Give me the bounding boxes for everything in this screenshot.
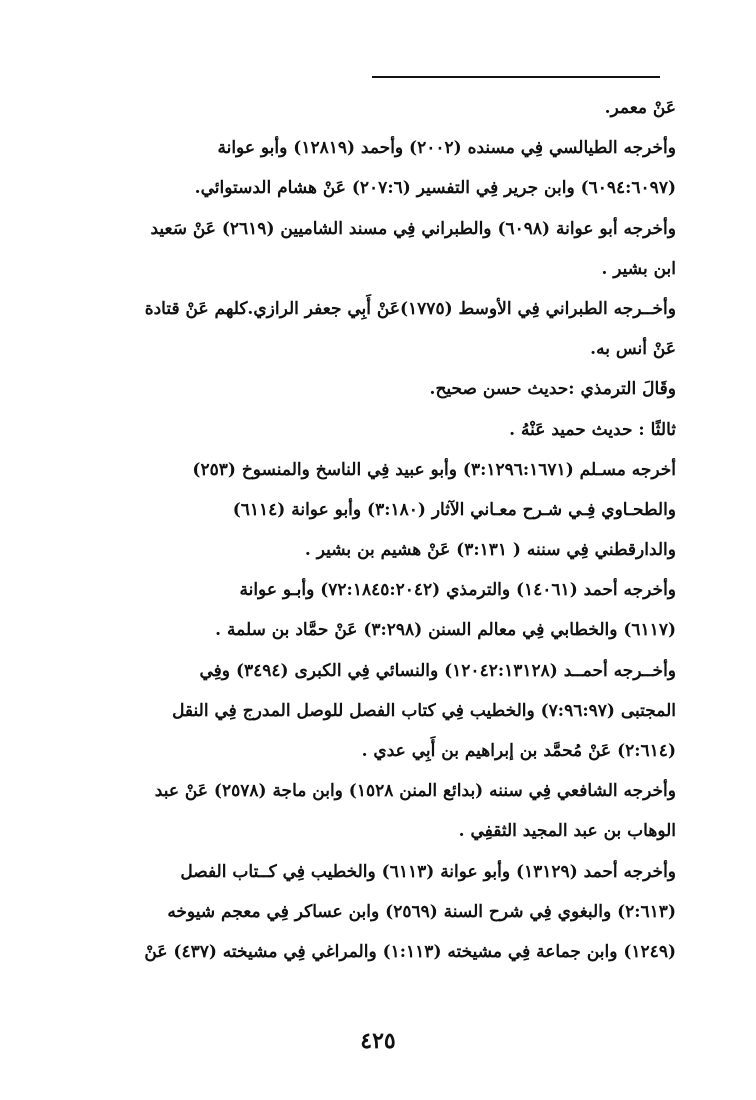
text-line: عَنْ أنس به. <box>590 339 676 360</box>
text-line: (٦١١٧) والخطابي فِي معالم السنن (٣:٢٩٨) عَنْ حمَّاد بن سلمة . <box>215 620 676 641</box>
text-line: (٦٠٩٤:٦٠٩٧) وابن جرير فِي التفسير (٢٠٧:٦) عَنْ هشام الدستوائي. <box>194 178 676 199</box>
text-line: وأخرجه الشافعي فِي سننه (بدائع المنن ١٥٢٨) وابن ماجة (٢٥٧٨) عَنْ عبد <box>154 781 676 802</box>
text-line: عَنْ معمر. <box>604 98 676 118</box>
text-line: وأخرجه الطيالسي فِي مسنده (٢٠٠٢) وأحمد (١٢٨١٩) وأبو عوانة <box>217 138 676 159</box>
text-line: ثالثًا : حديث حميد عَنْهُ . <box>509 419 676 440</box>
text-line: أخرجه مسـلم (٣:١٢٩٦:١٦٧١) وأبو عبيد فِي الناسخ والمنسوخ (٢٥٣) <box>192 459 676 480</box>
text-line: والدارقطني فِي سننه ( ٣:١٣١) عَنْ هشيم بن بشير . <box>304 540 676 561</box>
text-line: (٢:٦١٣) والبغوي فِي شرح السنة (٢٥٦٩) وابن عساكر فِي معجم شيوخه <box>167 901 676 922</box>
footnote-text-block <box>86 88 676 972</box>
text-line: (١٢٤٩) وابن جماعة فِي مشيخته (١:١١٣) والمراغي فِي مشيخته (٤٣٧) عَنْ <box>144 941 676 962</box>
text-line: وأخــرجه أحمــد (١٢٠٤٢:١٣١٢٨) والنسائي فِي الكبرى (٣٤٩٤) وفِي <box>199 660 676 681</box>
footnote-separator-rule <box>372 76 660 78</box>
text-line: وقَالَ الترمذي :حديث حسن صحيح. <box>429 379 676 400</box>
text-line: وأخــرجه الطبراني فِي الأوسط (١٧٧٥)عَنْ أَبِي جعفر الرازي.كلهم عَنْ قتادة <box>144 298 676 319</box>
text-line: ابن بشير . <box>601 258 676 279</box>
text-line: الوهاب بن عبد المجيد الثقفِي . <box>458 821 676 842</box>
text-line: وأخرجه أبو عوانة (٦٠٩٨) والطبراني فِي مسند الشاميين (٢٦١٩) عَنْ سَعيد <box>150 218 676 239</box>
text-line: المجتبى (٧:٩٦:٩٧) والخطيب فِي كتاب الفصل للوصل المدرج فِي النقل <box>172 700 676 721</box>
text-line: (٢:٦١٤) عَنْ مُحمَّد بن إبراهيم بن أَبِي عدي . <box>361 741 676 761</box>
text-line: والطحـاوي فِـي شـرح معـاني الآثار (٣:١٨٠) وأبو عوانة (٦١١٤) <box>232 499 676 520</box>
text-line: وأخرجه أحمد (١٤٠٦١) والترمذي (٧٢:١٨٤٥:٢٠٤٢) وأبـو عوانة <box>239 580 676 601</box>
page-number: ٤٢٥ <box>360 1028 396 1054</box>
text-line: وأخرجه أحمد (١٣١٢٩) وأبو عوانة (٦١١٣) والخطيب فِي كــتاب الفصل <box>180 861 676 882</box>
